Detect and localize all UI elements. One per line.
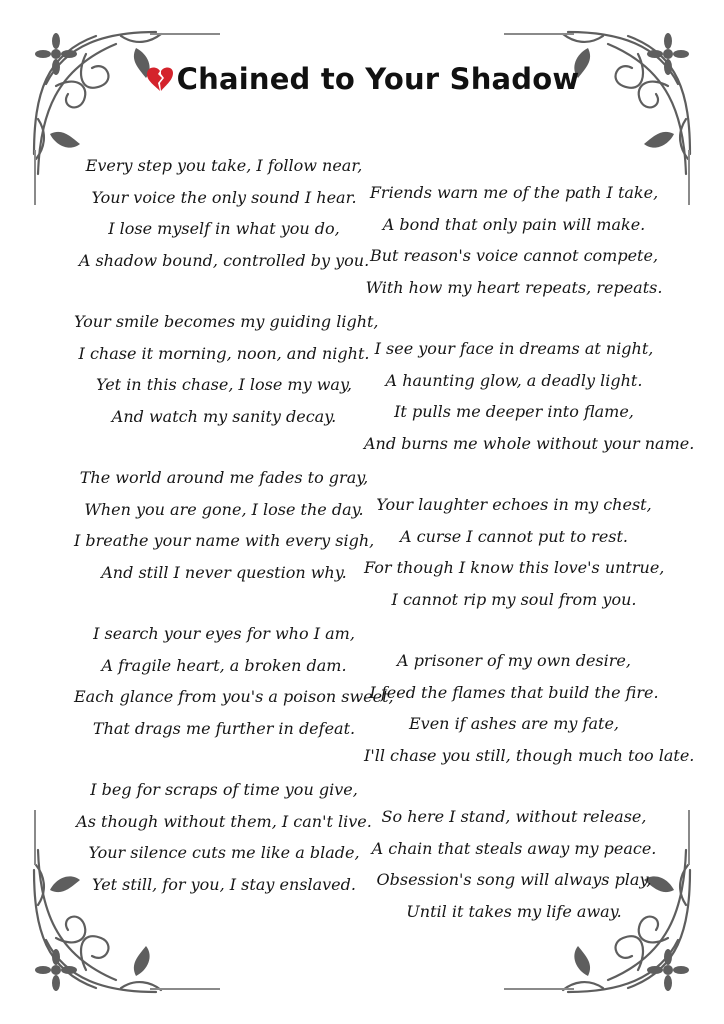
poem-line: That drags me further in defeat. xyxy=(92,718,356,738)
frame-divider xyxy=(34,810,36,865)
poem-line: A haunting glow, a deadly light. xyxy=(385,370,643,390)
poem-line: I search your eyes for who I am, xyxy=(93,624,355,643)
poem-line: Yet still, for you, I stay enslaved. xyxy=(92,874,356,894)
stanza xyxy=(364,489,664,615)
poem-line: I cannot rip my soul from you. xyxy=(391,589,637,609)
stanza xyxy=(74,150,374,276)
floral-corner-ornament-icon xyxy=(528,24,698,194)
poem-line: And watch my sanity decay. xyxy=(111,406,337,426)
stanza xyxy=(74,774,374,900)
frame-divider xyxy=(150,33,220,35)
poem-line: It pulls me deeper into flame, xyxy=(394,402,634,421)
poem-line: I feed the flames that build the fire. xyxy=(369,682,659,702)
poem-line: For though I know this love's untrue, xyxy=(364,558,665,577)
stanza xyxy=(74,618,394,744)
stanza xyxy=(364,645,695,771)
poem-line: A chain that steals away my peace. xyxy=(371,838,657,858)
poem-line: A curse I cannot put to rest. xyxy=(399,526,629,546)
frame-divider xyxy=(34,150,36,205)
poem-line: I see your face in dreams at night, xyxy=(374,339,654,358)
frame-divider xyxy=(688,810,690,865)
poem-line: A prisoner of my own desire, xyxy=(397,651,631,670)
poem-line: Your silence cuts me like a blade, xyxy=(88,843,360,862)
poem-title xyxy=(0,62,724,96)
poem-column-right xyxy=(364,177,695,957)
stanza xyxy=(364,177,664,303)
poem-line: I breathe your name with every sigh, xyxy=(74,531,375,550)
poem-line: Obsession's song will always play, xyxy=(376,870,652,889)
broken-heart-icon xyxy=(145,66,175,92)
poem-line: A bond that only pain will make. xyxy=(382,214,646,234)
poem-line: I lose myself in what you do, xyxy=(108,219,340,238)
poem-column-left xyxy=(74,150,394,930)
poem-line: The world around me fades to gray, xyxy=(79,468,369,487)
poem-line: And still I never question why. xyxy=(101,562,347,582)
poem-line: With how my heart repeats, repeats. xyxy=(365,277,663,297)
stanza xyxy=(364,333,695,459)
poem-line: Your smile becomes my guiding light, xyxy=(74,312,379,331)
poem-title-text: Chained to Your Shadow xyxy=(176,62,580,96)
poem-line: And burns me whole without your name. xyxy=(364,433,695,453)
poem-line: I chase it morning, noon, and night. xyxy=(78,343,370,363)
frame-divider xyxy=(504,33,574,35)
poem-line: I'll chase you still, though much too late. xyxy=(364,745,695,765)
poem-line: So here I stand, without release, xyxy=(381,807,647,826)
poem-line: Your laughter echoes in my chest, xyxy=(376,495,652,514)
poem-line: As though without them, I can't live. xyxy=(76,811,372,831)
poem-line: Every step you take, I follow near, xyxy=(85,156,363,175)
poem-line: Friends warn me of the path I take, xyxy=(369,183,659,202)
frame-divider xyxy=(504,988,574,990)
stanza xyxy=(74,306,379,432)
poem-line: Each glance from you's a poison sweet, xyxy=(74,687,394,706)
poem-line: I beg for scraps of time you give, xyxy=(90,780,358,799)
frame-divider xyxy=(688,150,690,205)
frame-divider xyxy=(150,988,220,990)
poem-line: Your voice the only sound I hear. xyxy=(91,187,357,207)
stanza xyxy=(74,462,374,588)
poem-line: Until it takes my life away. xyxy=(406,901,622,921)
poem-line: A fragile heart, a broken dam. xyxy=(101,655,347,675)
poem-line: Yet in this chase, I lose my way, xyxy=(96,375,352,394)
stanza xyxy=(364,801,664,927)
poem-line: A shadow bound, controlled by you. xyxy=(78,250,370,270)
poem-line: Even if ashes are my fate, xyxy=(408,714,619,733)
poem-line: When you are gone, I lose the day. xyxy=(84,499,364,519)
poem-line: But reason's voice cannot compete, xyxy=(369,246,659,265)
